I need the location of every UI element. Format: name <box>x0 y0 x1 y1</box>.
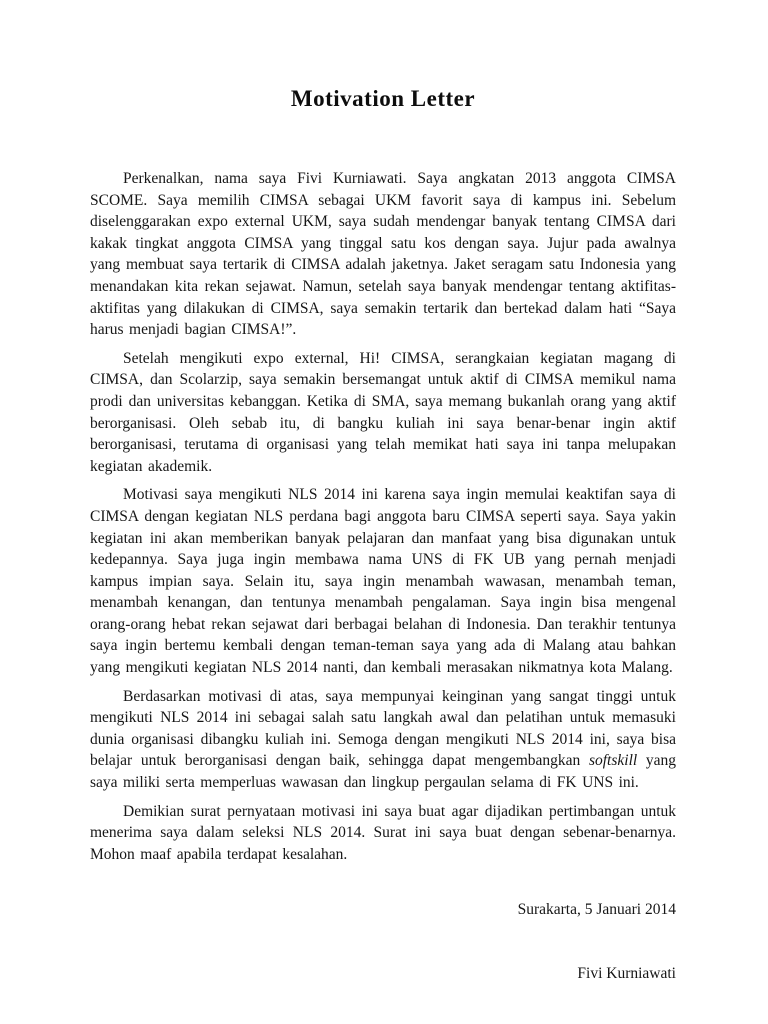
letter-body <box>90 168 676 865</box>
document-title: Motivation Letter <box>290 86 476 111</box>
paragraph-closing-statement: Demikian surat pernyataan motivasi ini saya buat agar dijadikan pertimbangan untuk menerima saya dalam seleksi NLS 2014. Surat ini saya buat dengan sebenar-benarnya. Mohon maaf apabila terdapat kesalahan. <box>90 802 676 863</box>
closing-block <box>90 899 676 984</box>
paragraph-motivation: Motivasi saya mengikuti NLS 2014 ini karena saya ingin memulai keaktifan saya di CIMSA dengan kegiatan NLS perdana bagi anggota baru CIMSA seperti saya. Saya yakin kegiatan ini akan memberikan banyak pelajaran dan manfaat yang bisa digunakan untuk kedepannya. Saya juga ingin membawa nama UNS di FK UB yang pernah menjadi kampus impian saya. Selain itu, saya ingin menambah wawasan, menambah teman, menambah kenangan, dan tentunya menambah pengalaman. Saya ingin bisa mengenal orang-orang hebat rekan sejawat dari berbagai belahan di Indonesia. Dan terakhir tentunya saya ingin bertemu kembali dengan teman-teman saya yang ada di Malang atau bahkan yang mengikuti kegiatan NLS 2014 nanti, dan kembali merasakan nikmatnya kota Malang. <box>90 486 676 677</box>
softskill-italic-text: softskill <box>588 752 638 770</box>
paragraph-introduction: Perkenalkan, nama saya Fivi Kurniawati. Saya angkatan 2013 anggota CIMSA SCOME. Saya memilih CIMSA sebagai UKM favorit saya di kampus ini. Sebelum diselenggarakan expo external UKM, saya sudah mendengar banyak tentang CIMSA dari kakak tingkat anggota CIMSA yang tinggal satu kos dengan saya. Jujur pada awalnya yang membuat saya tertarik di CIMSA adalah jaketnya. Jaket seragam satu Indonesia yang menandakan kita rekan sejawat. Namun, setelah saya banyak mendengar tentang aktifitas-aktifitas yang dilakukan di CIMSA, saya semakin tertarik dan bertekad dalam hati “Saya harus menjadi bagian CIMSA!”. <box>90 170 676 339</box>
paragraph-expo-experience: Setelah mengikuti expo external, Hi! CIMSA, serangkaian kegiatan magang di CIMSA, dan Scolarzip, saya semakin bersemangat untuk aktif di CIMSA memikul nama prodi dan universitas kebanggan. Ketika di SMA, saya memang bukanlah orang yang aktif berorganisasi. Oleh sebab itu, di bangku kuliah ini saya benar-benar ingin aktif berorganisasi, terutama di organisasi yang telah memikat hati saya ini tanpa melupakan kegiatan akademik. <box>90 349 676 475</box>
signature-name: Fivi Kurniawati <box>577 965 676 982</box>
paragraph-expectation <box>90 686 676 794</box>
paragraph-expectation-segment: Berdasarkan motivasi di atas, saya mempunyai keinginan yang sangat tinggi untuk mengikuti NLS 2014 ini sebagai salah satu langkah awal dan pelatihan untuk memasuki dunia organisasi dibangku kuliah ini. Semoga dengan mengikuti NLS 2014 ini, saya bisa belajar untuk berorganisasi dengan baik, sehingga dapat mengembangkan <box>90 687 676 770</box>
paragraph-expectation-segment: yang saya miliki serta memperluas wawasan dan lingkup pergaulan selama di FK UNS ini. <box>90 752 676 792</box>
place-date-line: Surakarta, 5 Januari 2014 <box>517 901 676 919</box>
